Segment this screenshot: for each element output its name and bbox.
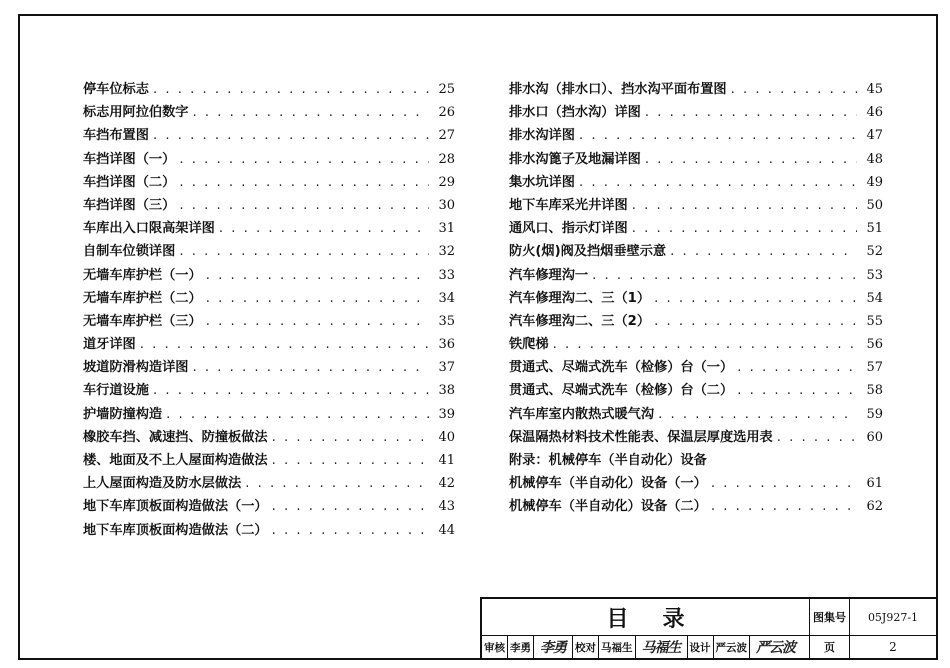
toc-entry-page: 62: [866, 499, 883, 515]
toc-entry: [509, 240, 883, 263]
toc-entry: [83, 449, 455, 472]
toc-dot-leader: [245, 476, 429, 491]
toc-dot-leader: [737, 360, 857, 375]
toc-entry: [509, 333, 883, 356]
toc-dot-leader: [179, 198, 429, 213]
toc-dot-leader: [206, 314, 429, 329]
toc-entry-page: 37: [438, 360, 455, 376]
toc-entry: [83, 426, 455, 449]
toc-entry: [83, 78, 455, 101]
design-name: 严云波: [714, 636, 751, 658]
toc-entry-title: 地下车库采光井详图: [509, 197, 628, 213]
review-name: 李勇: [508, 636, 534, 658]
toc-entry-title: 排水沟篦子及地漏详图: [509, 151, 641, 167]
design-signature: 严云波: [756, 640, 795, 656]
toc-entry: [83, 217, 455, 240]
toc-entry: [509, 495, 883, 518]
toc-entry-title: 铁爬梯: [509, 337, 549, 353]
toc-dot-leader: [670, 244, 857, 259]
toc-dot-leader: [777, 430, 857, 445]
toc-entry-title: 汽车修理沟一: [509, 267, 589, 283]
toc-entry-page: 55: [866, 313, 883, 329]
toc-dot-leader: [179, 152, 429, 167]
toc-entry-page: 47: [866, 128, 883, 144]
toc-dot-leader: [711, 499, 857, 514]
toc-entry: [83, 264, 455, 287]
toc-dot-leader: [553, 337, 857, 352]
drawing-title: [482, 599, 810, 636]
toc-dot-leader: [219, 221, 429, 236]
toc-entry: [83, 148, 455, 171]
toc-dot-leader: [153, 82, 429, 97]
toc-entry-page: 41: [438, 453, 455, 468]
toc-dot-leader: [153, 128, 429, 143]
toc-entry-title: 附录：机械停车（半自动化）设备: [509, 453, 707, 468]
toc-dot-leader: [272, 453, 429, 468]
toc-entry-page: 56: [866, 337, 883, 353]
toc-entry: [509, 287, 883, 310]
toc-entry: [83, 379, 455, 402]
toc-entry-page: 58: [866, 383, 883, 399]
toc-entry: [83, 495, 455, 518]
toc-entry: [83, 472, 455, 495]
toc-dot-leader: [193, 105, 430, 120]
toc-entry-page: 50: [866, 197, 883, 213]
page-number: 2: [889, 640, 897, 654]
toc-dot-leader: [579, 128, 857, 143]
toc-entry-title: 车行道设施: [83, 383, 149, 399]
toc-entry-title: 集水坑详图: [509, 174, 575, 190]
toc-entry: [83, 519, 455, 542]
toc-entry: [83, 194, 455, 217]
toc-dot-leader: [179, 244, 429, 259]
check-name: 马福生: [599, 636, 636, 658]
page-label: 页: [810, 636, 850, 658]
toc-entry: [509, 171, 883, 194]
toc-entry-title: 停车位标志: [83, 82, 149, 97]
toc-entry-title: 车挡详图（一）: [83, 151, 176, 167]
toc-entry-title: 自制车位锁详图: [83, 244, 176, 260]
toc-entry: [83, 101, 455, 124]
toc-right-column: [509, 78, 883, 519]
toc-dot-leader: [579, 175, 857, 190]
toc-entry: [509, 426, 883, 449]
toc-entry-page: 39: [438, 406, 455, 422]
toc-dot-leader: [711, 476, 857, 491]
toc-entry-page: 46: [866, 105, 883, 121]
toc-entry-page: 29: [438, 174, 455, 190]
toc-entry-page: 52: [866, 244, 883, 260]
toc-entry-title: 车挡详图（二）: [83, 174, 176, 190]
atlas-number-label: 图集号: [810, 599, 850, 636]
toc-entry-title: 无墙车库护栏（一）: [83, 267, 202, 283]
toc-dot-leader: [206, 268, 429, 283]
toc-entry: [83, 240, 455, 263]
toc-entry-page: 30: [438, 197, 455, 213]
toc-entry: [509, 379, 883, 402]
toc-entry-page: 28: [438, 151, 455, 167]
toc-dot-leader: [179, 175, 429, 190]
toc-entry-title: 汽车库室内散热式暖气沟: [509, 406, 655, 422]
toc-entry-page: 45: [866, 82, 883, 97]
drawing-title-char: 目: [606, 606, 629, 632]
toc-entry-page: 33: [438, 267, 455, 283]
toc-entry-title: 贯通式、尽端式洗车（检修）台（一）: [509, 360, 734, 376]
toc-entry-title: 车库出入口限高架详图: [83, 221, 215, 237]
toc-entry-title: 地下车库顶板面构造做法（一）: [83, 499, 268, 515]
toc-entry-title: 机械停车（半自动化）设备（二）: [509, 499, 707, 515]
toc-entry-page: 27: [438, 128, 455, 144]
signature-row: [482, 636, 810, 658]
toc-entry: [83, 287, 455, 310]
toc-entry: [83, 403, 455, 426]
toc-entry: [509, 217, 883, 240]
toc-entry: [83, 333, 455, 356]
toc-entry-page: 34: [438, 290, 455, 306]
toc-entry: [509, 124, 883, 147]
toc-entry-title: 排水口（挡水沟）详图: [509, 105, 641, 121]
toc-entry: [509, 101, 883, 124]
toc-entry-title: 车挡布置图: [83, 128, 149, 144]
toc-dot-leader: [140, 337, 429, 352]
toc-entry-page: 61: [866, 476, 883, 492]
toc-dot-leader: [654, 314, 857, 329]
toc-entry-title: 机械停车（半自动化）设备（一）: [509, 476, 707, 492]
toc-left-column: [83, 78, 455, 542]
toc-entry-title: 排水沟（排水口）、挡水沟平面布置图: [509, 82, 727, 97]
drawing-title-char: 录: [662, 606, 685, 632]
toc-dot-leader: [153, 383, 429, 398]
toc-entry-page: 43: [438, 499, 455, 515]
toc-entry-title: 无墙车库护栏（二）: [83, 290, 202, 306]
toc-entry-title: 防火(烟)阀及挡烟垂壁示意: [509, 244, 667, 260]
toc-entry-page: 42: [438, 476, 455, 492]
toc-entry-page: 31: [438, 221, 455, 237]
toc-entry-page: 60: [866, 429, 883, 445]
toc-entry-title: 贯通式、尽端式洗车（检修）台（二）: [509, 383, 734, 399]
toc-entry-title: 汽车修理沟二、三（2）: [509, 313, 651, 329]
check-signature: 马福生: [636, 636, 688, 658]
toc-entry-title: 汽车修理沟二、三（1）: [509, 290, 651, 306]
toc-dot-leader: [658, 407, 857, 422]
toc-entry-page: 53: [866, 267, 883, 283]
toc-entry-title: 楼、地面及不上人屋面构造做法: [83, 453, 268, 468]
toc-entry-title: 护墙防撞构造: [83, 406, 163, 422]
toc-entry-page: 38: [438, 383, 455, 399]
toc-dot-leader: [731, 82, 857, 97]
toc-entry-title: 坡道防滑构造详图: [83, 360, 189, 376]
atlas-number: 05J927-1: [850, 599, 936, 636]
toc-entry-page: 57: [866, 360, 883, 376]
toc-entry-page: 26: [438, 105, 455, 121]
toc-dot-leader: [645, 105, 857, 120]
toc-dot-leader: [632, 221, 857, 236]
toc-entry: [509, 449, 883, 472]
toc-entry-title: 橡胶车挡、减速挡、防撞板做法: [83, 429, 268, 445]
toc-entry-page: 54: [866, 290, 883, 306]
toc-entry-title: 排水沟详图: [509, 128, 575, 144]
toc-dot-leader: [166, 407, 429, 422]
toc-entry-page: 44: [438, 522, 455, 538]
toc-entry: [509, 356, 883, 379]
toc-dot-leader: [592, 268, 857, 283]
toc-dot-leader: [206, 291, 429, 306]
toc-entry-title: 无墙车库护栏（三）: [83, 313, 202, 329]
toc-dot-leader: [193, 360, 430, 375]
toc-dot-leader: [272, 523, 429, 538]
design-label: 设计: [688, 636, 714, 658]
title-block: [480, 597, 936, 658]
toc-entry: [83, 310, 455, 333]
toc-dot-leader: [645, 152, 857, 167]
toc-entry: [509, 403, 883, 426]
toc-entry: [509, 310, 883, 333]
review-label: 审核: [482, 636, 508, 658]
toc-dot-leader: [632, 198, 857, 213]
toc-entry-title: 车挡详图（三）: [83, 197, 176, 213]
toc-entry-page: 25: [438, 82, 455, 97]
toc-entry-title: 保温隔热材料技术性能表、保温层厚度选用表: [509, 429, 773, 445]
review-signature: 李勇: [534, 636, 573, 658]
toc-dot-leader: [272, 430, 429, 445]
toc-dot-leader: [737, 383, 857, 398]
toc-dot-leader: [272, 499, 429, 514]
check-label: 校对: [573, 636, 599, 658]
toc-entry: [509, 78, 883, 101]
toc-entry: [509, 472, 883, 495]
toc-entry-page: 51: [866, 221, 883, 237]
toc-entry: [83, 171, 455, 194]
toc-entry-page: 35: [438, 313, 455, 329]
toc-entry: [509, 194, 883, 217]
toc-entry-page: 48: [866, 151, 883, 167]
toc-entry-page: 49: [866, 174, 883, 190]
toc-entry-page: 59: [866, 406, 883, 422]
toc-entry-page: 36: [438, 337, 455, 353]
toc-entry-title: 地下车库顶板面构造做法（二）: [83, 522, 268, 538]
toc-entry: [509, 264, 883, 287]
toc-entry-title: 通风口、指示灯详图: [509, 221, 628, 237]
toc-entry-title: 道牙详图: [83, 337, 136, 353]
toc-entry-title: 上人屋面构造及防水层做法: [83, 476, 242, 492]
toc-entry: [509, 148, 883, 171]
toc-entry-page: 32: [438, 244, 455, 260]
toc-entry: [83, 356, 455, 379]
toc-entry-title: 标志用阿拉伯数字: [83, 105, 189, 121]
toc-entry: [83, 124, 455, 147]
toc-dot-leader: [654, 291, 857, 306]
toc-entry-page: 40: [438, 429, 455, 445]
